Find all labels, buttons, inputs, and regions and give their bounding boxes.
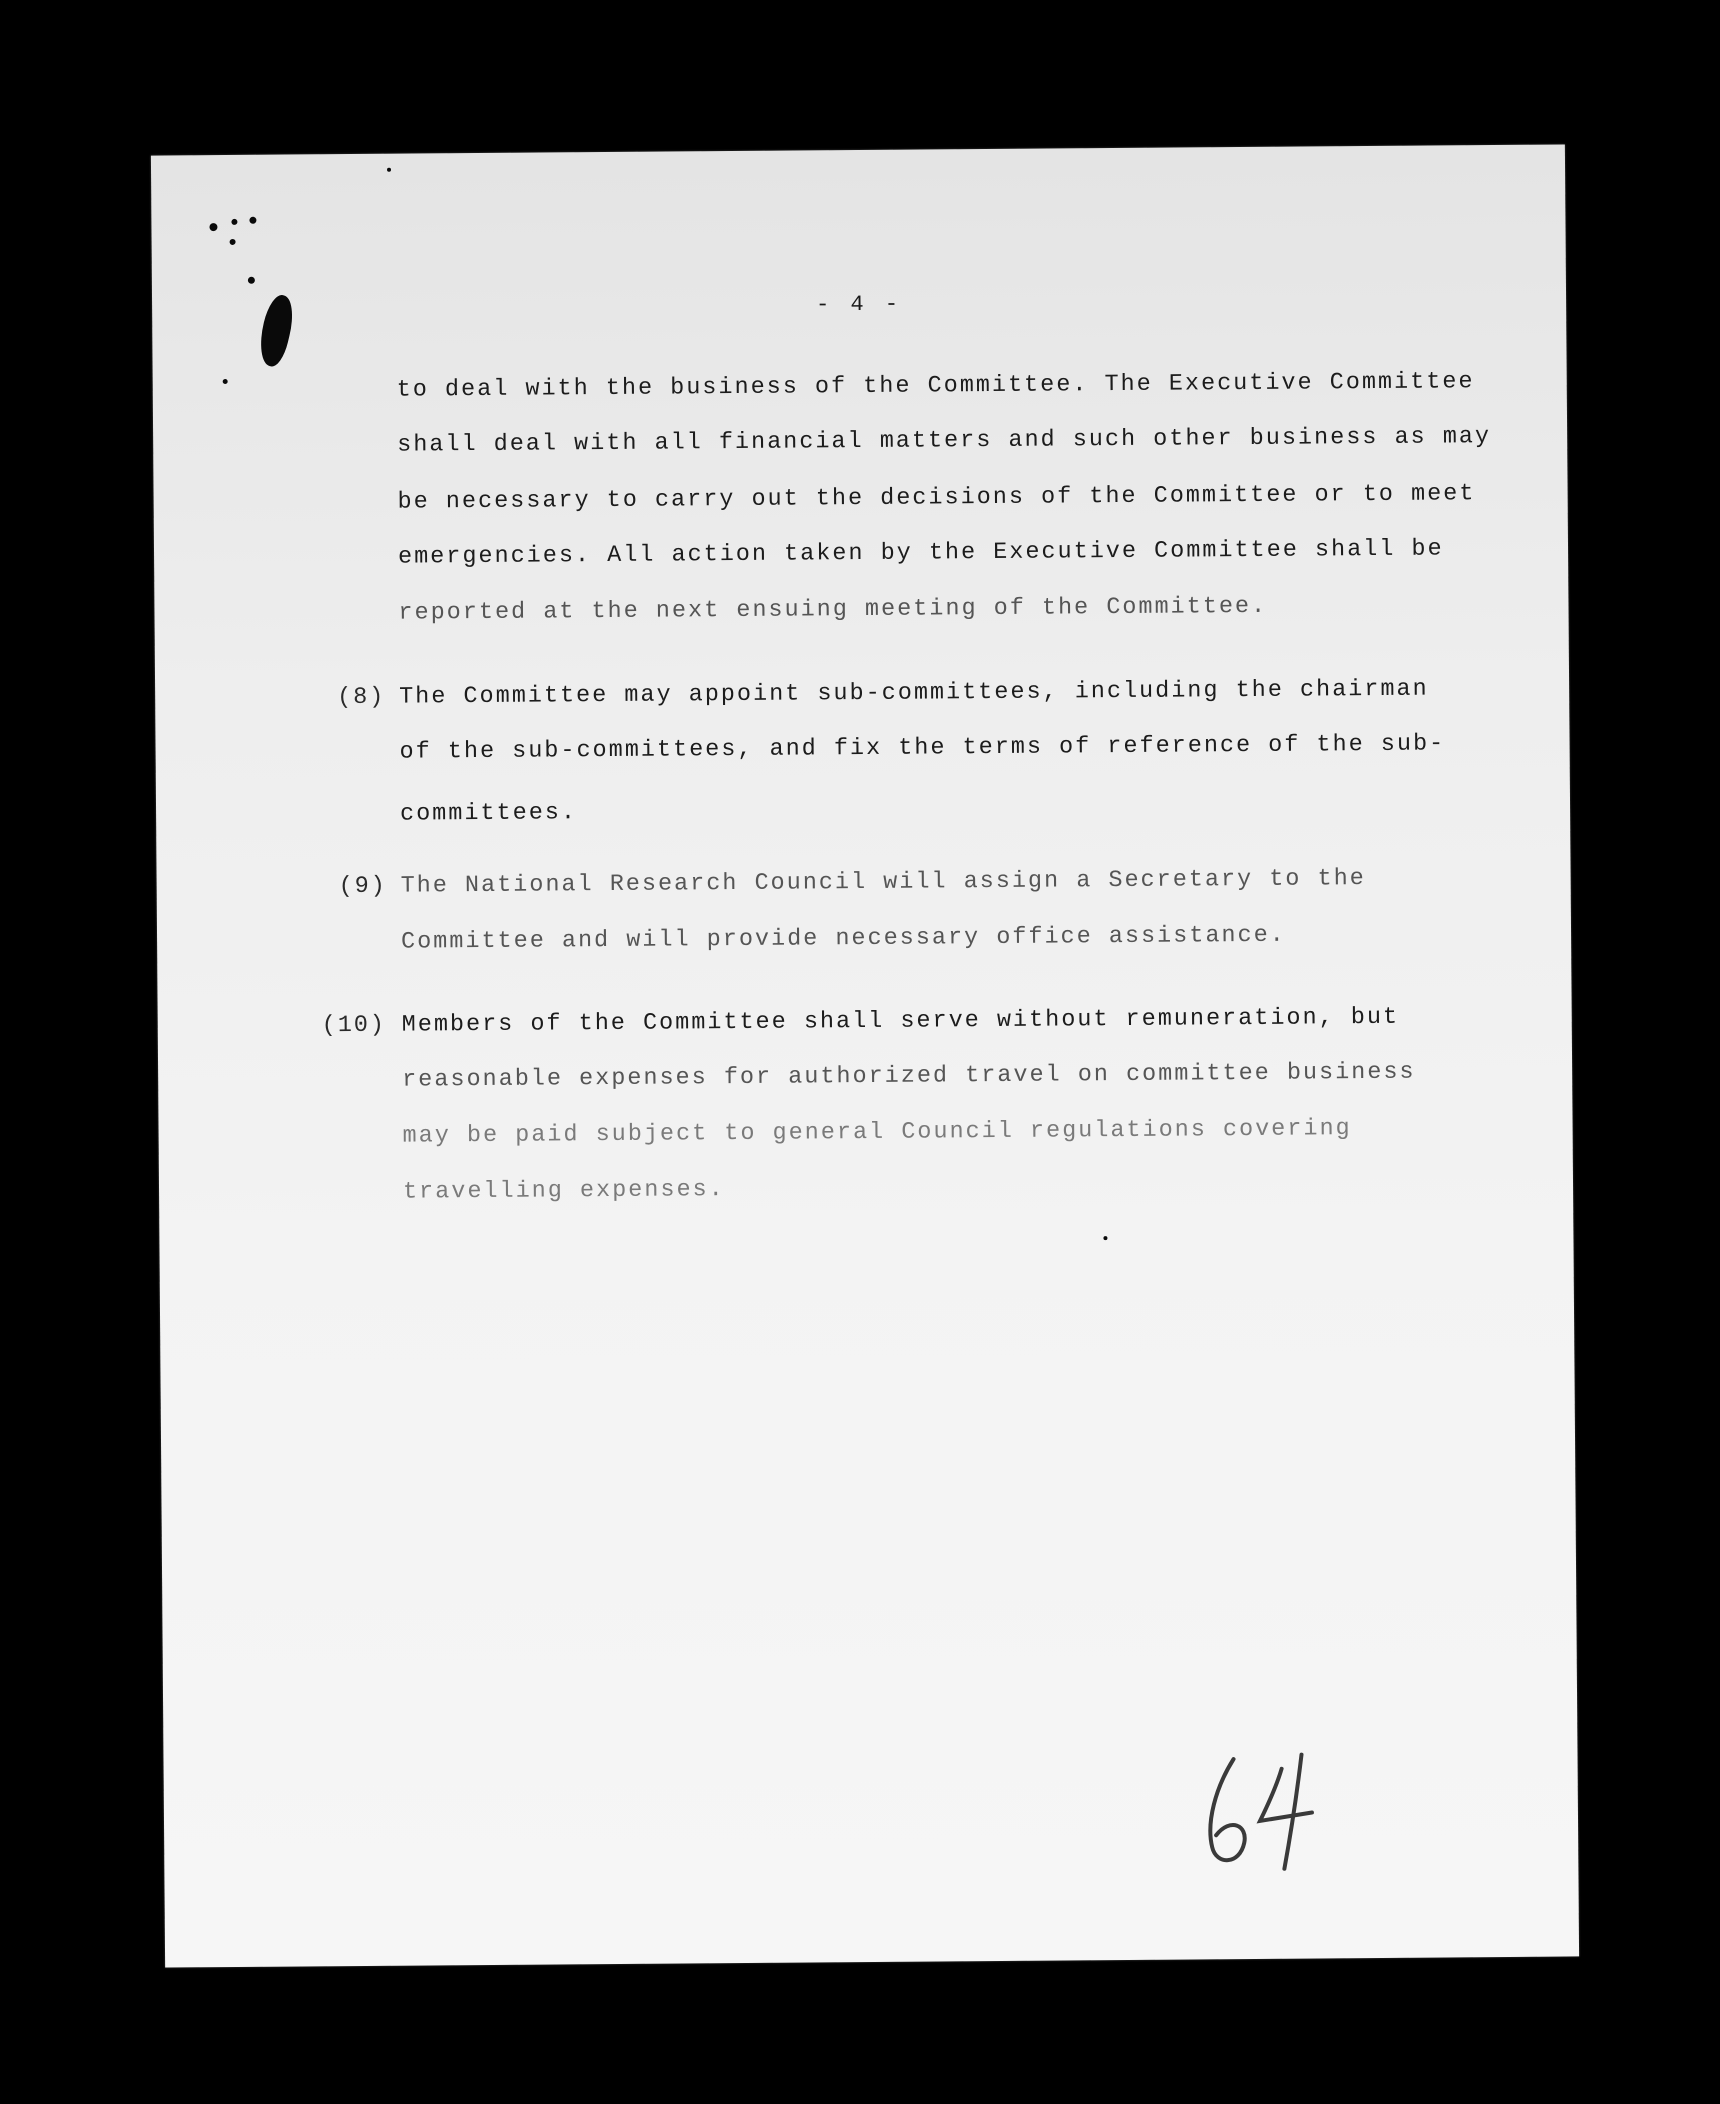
ink-speck bbox=[249, 217, 256, 224]
body-text-line: may be paid subject to general Council regulations covering bbox=[402, 1116, 1352, 1150]
ink-speck bbox=[231, 219, 237, 225]
body-text-line: Members of the Committee shall serve without remuneration, but bbox=[401, 1004, 1400, 1039]
body-text-line: be necessary to carry out the decisions of the Committee or to meet bbox=[397, 481, 1476, 516]
body-text-line: reasonable expenses for authorized travel on committee business bbox=[402, 1059, 1416, 1094]
body-text-line: shall deal with all financial matters and such other business as may bbox=[397, 424, 1492, 459]
ink-speck bbox=[230, 239, 236, 245]
ink-speck bbox=[223, 379, 228, 384]
body-text-line: reported at the next ensuing meeting of the Committee. bbox=[398, 593, 1268, 627]
ink-speck bbox=[1103, 1236, 1107, 1240]
ink-speck bbox=[387, 168, 391, 172]
body-text-line: to deal with the business of the Committee. The Executive Committee bbox=[396, 369, 1475, 404]
item-number: (9) bbox=[338, 873, 387, 901]
body-text-line: committees. bbox=[399, 800, 578, 828]
item-number: (10) bbox=[321, 1012, 387, 1040]
ink-speck bbox=[209, 223, 217, 231]
ink-speck bbox=[248, 277, 255, 284]
body-text-line: emergencies. All action taken by the Executive Committee shall be bbox=[397, 536, 1444, 571]
body-text-line: of the sub-committees, and fix the terms of reference of the sub- bbox=[399, 731, 1446, 766]
handwritten-folio-number bbox=[1193, 1746, 1344, 1877]
body-text-line: Committee and will provide necessary office assistance. bbox=[400, 922, 1286, 956]
page-number: - 4 - bbox=[815, 291, 903, 318]
body-text-line: travelling expenses. bbox=[402, 1177, 725, 1206]
body-text-line: The Committee may appoint sub-committees, including the chairman bbox=[399, 676, 1429, 711]
item-number: (8) bbox=[337, 684, 386, 712]
document-page bbox=[151, 144, 1579, 1967]
body-text-line: The National Research Council will assign a Secretary to the bbox=[400, 866, 1366, 900]
